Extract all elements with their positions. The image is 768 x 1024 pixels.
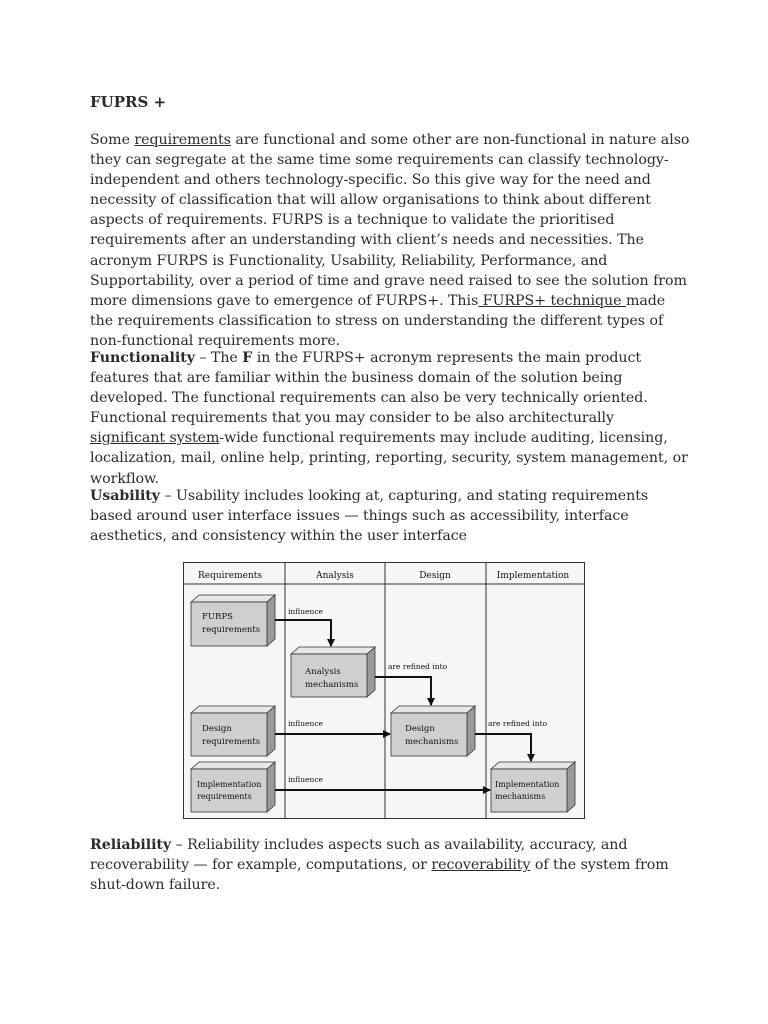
column-header-implementation: Implementation (496, 571, 570, 581)
svg-text:FURPS: FURPS (202, 612, 234, 622)
svg-text:mechanisms: mechanisms (495, 792, 546, 801)
svg-text:mechanisms: mechanisms (405, 737, 459, 747)
box-implementation-mechanisms (491, 762, 575, 812)
svg-text:mechanisms: mechanisms (305, 680, 359, 690)
column-header-analysis: Analysis (316, 571, 354, 581)
svg-text:requirements: requirements (197, 792, 252, 801)
requirements-link[interactable]: requirements (134, 132, 231, 148)
svg-text:requirements: requirements (202, 737, 261, 747)
p1-text-3: made the requirements classification to stress on understanding the different types of non-functional requirements more. (90, 292, 666, 349)
significant-system-link[interactable]: significant system (90, 430, 220, 447)
box-analysis-mechanisms (291, 647, 375, 697)
usability-heading: Usability (90, 488, 160, 504)
column-header-design: Design (419, 571, 451, 581)
paragraph-intro (90, 130, 690, 351)
p2-text-2: in the FURPS+ acronym represents the main product features that are familiar within the business domain of the solution being developed. The functional requirements can also be very technically oriented. Functional requirements that you may consider to be also architecturally (90, 350, 648, 427)
paragraph-reliability (90, 835, 690, 895)
arrow-label-influence: influence (288, 775, 323, 784)
svg-text:Implementation: Implementation (197, 780, 262, 789)
paragraph-functionality (90, 348, 690, 489)
p1-text-2: are functional and some other are non-functional in nature also they can segregate at the same time some requirements can classify technology-independent and others technology-specific. So this give way for the need and necessity of classification that will allow organisations to think about different aspects of requirements. FURPS is a technique to validate the prioritised requirements after an understanding with client’s needs and necessities. The acronym FURPS is Functionality, Usability, Reliability, Performance, and Supportability, over a period of time and grave need raised to see the solution from more dimensions gave to emergence of FURPS+. This (90, 132, 690, 309)
furps-diagram (183, 562, 585, 819)
box-design-requirements (191, 706, 275, 756)
arrow-label-influence: influence (288, 719, 323, 728)
svg-text:Design: Design (202, 724, 232, 734)
arrow-label-refined: are refined into (388, 662, 448, 671)
furps-technique-link[interactable]: FURPS+ technique (478, 292, 626, 309)
functionality-heading: Functionality (90, 350, 195, 366)
p2-text-3: -wide functional requirements may include auditing, licensing, localization, mail, online help, printing, reporting, security, system management, or workflow. (90, 430, 688, 487)
arrow-label-refined: are refined into (488, 719, 548, 728)
box-furps-requirements (191, 595, 275, 646)
column-header-requirements: Requirements (197, 571, 263, 581)
svg-text:Analysis: Analysis (305, 667, 341, 677)
svg-text:Design: Design (405, 724, 435, 734)
box-design-mechanisms (391, 706, 475, 756)
page-title: FUPRS + (90, 93, 167, 111)
svg-text:Implementation: Implementation (495, 780, 560, 789)
reliability-heading: Reliability (90, 837, 172, 853)
p4-text-2: of the system from shut-down failure. (90, 857, 669, 894)
p1-text-1: Some (90, 132, 135, 148)
p2-letter-f: F (242, 350, 253, 366)
arrow-label-influence: influence (288, 607, 323, 616)
svg-text:requirements: requirements (202, 625, 261, 635)
p3-text-1: – Usability includes looking at, capturing, and stating requirements based around user interface issues — things such as accessibility, interface aesthetics, and consistency within the user interface (90, 488, 649, 545)
p2-text-1: – The (194, 350, 243, 366)
paragraph-usability (90, 486, 690, 546)
box-implementation-requirements (191, 762, 275, 812)
recoverability-link[interactable]: recoverability (431, 857, 531, 874)
p4-text-1: – Reliability includes aspects such as availability, accuracy, and recoverability — for example, computations, or (90, 837, 628, 874)
